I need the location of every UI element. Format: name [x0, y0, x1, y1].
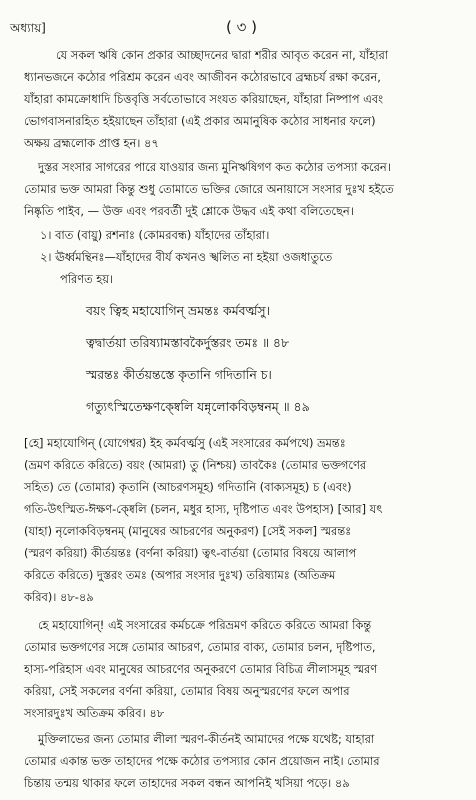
gloss-line: (যাহা) নৃলোকবিড়ম্বনম্ (মানুষের আচরণের অনুকরণ) [সেই সকল] স্মরন্তঃ [24, 524, 352, 538]
text-line: হে মহাযোগিন্! এই সংসারের কর্মচক্রে পরিভ্রমণ করিতে করিতে আমরা কিন্তু [38, 618, 372, 632]
text-line: মুক্তিলাভের জন্য তোমার লীলা স্মরণ-কীর্তনই আমাদের পক্ষে যথেষ্ট; যাহারা [38, 732, 375, 746]
text-line: তোমার একান্ত ভক্ত তাহাদের পক্ষে কঠোর তপস্যার কোন প্রয়োজন নাই। তোমার [24, 754, 380, 768]
verse-line: স্মরন্তঃ কীর্তয়ন্তস্তে কৃতানি গদিতানি চ। [86, 367, 272, 382]
gloss-line: গতি-উৎস্মিত-ঈক্ষণ-ক্ষ্বেলি (চলন, মধুর হাস্য, দৃষ্টিপাত এবং উপহাস) [আর] যৎ [24, 502, 383, 516]
text-line: তোমার ভক্তগণের সঙ্গে তোমার আচরণ, তোমার বাক্য, তোমার চলন, দৃষ্টিপাত, [24, 640, 376, 654]
gloss-line: (স্মরণ করিয়া) কীর্তয়ন্তঃ (বর্ণনা করিয়া) ত্বৎ-বার্তয়া (তোমার বিষয়ে আলাপ [24, 546, 357, 560]
footnote-1: ১। বাত (বায়ু) রশনাঃ (কোমরবন্ধ) যাঁহাদের তাঁহারা। [40, 228, 270, 242]
text-line: নিষ্কৃতি পাইব, — উক্ত এবং পরবর্তী দুই শ্লোকে উদ্ধব এই কথা বলিতেছেন। [24, 204, 354, 218]
text-line: হাস্য-পরিহাস এবং মানুষের আচরণের অনুকরণে তোমার বিচিত্র লীলাসমূহ স্মরণ [24, 662, 378, 676]
verse-line: ত্বদ্বার্তয়া তরিষ্যামস্তাবকৈর্দুস্তরং তমঃ ॥ ৪৮ [86, 335, 289, 350]
text-line: সংসারদুঃখ অতিক্রম করিব। ৪৮ [24, 706, 165, 720]
verse-line: গত্যুৎস্মিতেক্ষণক্ষ্বেলি যন্নৃলোকবিড়ম্বনম্ ॥ ৪৯ [86, 399, 310, 414]
gloss-line: করিতে করিতে) দুস্তরং তমঃ (অপার সংসার দুঃখ) তরিষ্যামঃ (অতিক্রম [24, 568, 336, 582]
text-line: ধ্যানভজনে কঠোর পরিশ্রম করেন এবং আজীবন কঠোরভাবে ব্রহ্মচর্য রক্ষা করেন, [24, 70, 381, 84]
footnote-2-cont: পরিণত হয়। [60, 272, 114, 286]
gloss-line: (ভ্রমণ করিতে করিতে) বয়ং (আমরা) তু (নিশ্চয়) তাবকৈঃ (তোমার ভক্তগণের [24, 458, 367, 472]
text-line: যাঁহারা কামক্রোধাদি চিত্তবৃত্তি সর্বতোভাবে সংযত করিয়াছেন, যাঁহারা নিষ্পাপ এবং [24, 92, 383, 106]
text-line: চিন্তায় তন্ময় থাকার ফলে তাহাদের সকল বন্ধন আপনিই খসিয়া পড়ে। ৪৯ [24, 776, 350, 790]
text-line: তোমার ভক্ত আমরা কিন্তু শুধু তোমাতে ভক্তির জোরে অনায়াসে সংসার দুঃখ হইতে [24, 182, 394, 196]
page-number: ( ৩ ) [226, 18, 257, 36]
gloss-line: সহিত) তে (তোমার) কৃতানি (আচরণসমূহ) গদিতানি (বাক্যসমূহ) চ (এবং) [24, 480, 352, 494]
footnote-2: ২। ঊর্ধ্বমন্থিনঃ—যাঁহাদের বীর্য কখনও স্খলিত না হইয়া ওজধাতুতে [40, 250, 333, 264]
text-line: অক্ষয় ব্রহ্মলোক প্রাপ্ত হন। ৪৭ [24, 136, 159, 150]
gloss-line: [হে] মহাযোগিন্ (যোগেশ্বর) ইহ কর্মবর্ত্মসু (এই সংসারের কর্মপথে) ভ্রমন্তঃ [24, 436, 346, 450]
text-line: যে সকল ঋষি কোন প্রকার আচ্ছাদনের দ্বারা শরীর আবৃত করেন না, যাঁহারা [56, 48, 389, 62]
verse-line: বয়ং ত্বিহ মহাযোগিন্ ভ্রমন্তঃ কর্মবর্ত্মসু। [86, 303, 271, 318]
text-line: দুস্তর সংসার সাগরের পারে যাওয়ার জন্য মুনিঋষিগণ কত কঠোর তপস্যা করেন। [38, 160, 391, 174]
text-line: ভোগবাসনারহিত হইয়াছেন তাঁহারা (এই প্রকার অমানুষিক কঠোর সাধনার ফলে) [24, 114, 376, 128]
text-line: করিয়া, সেই সকলের বর্ণনা করিয়া, তোমার বিষয় অনুস্মরণের ফলে অপার [24, 684, 350, 698]
gloss-line: করিব)। ৪৮-৪৯ [24, 590, 94, 604]
chapter-label: অধ্যায়] [10, 21, 46, 35]
